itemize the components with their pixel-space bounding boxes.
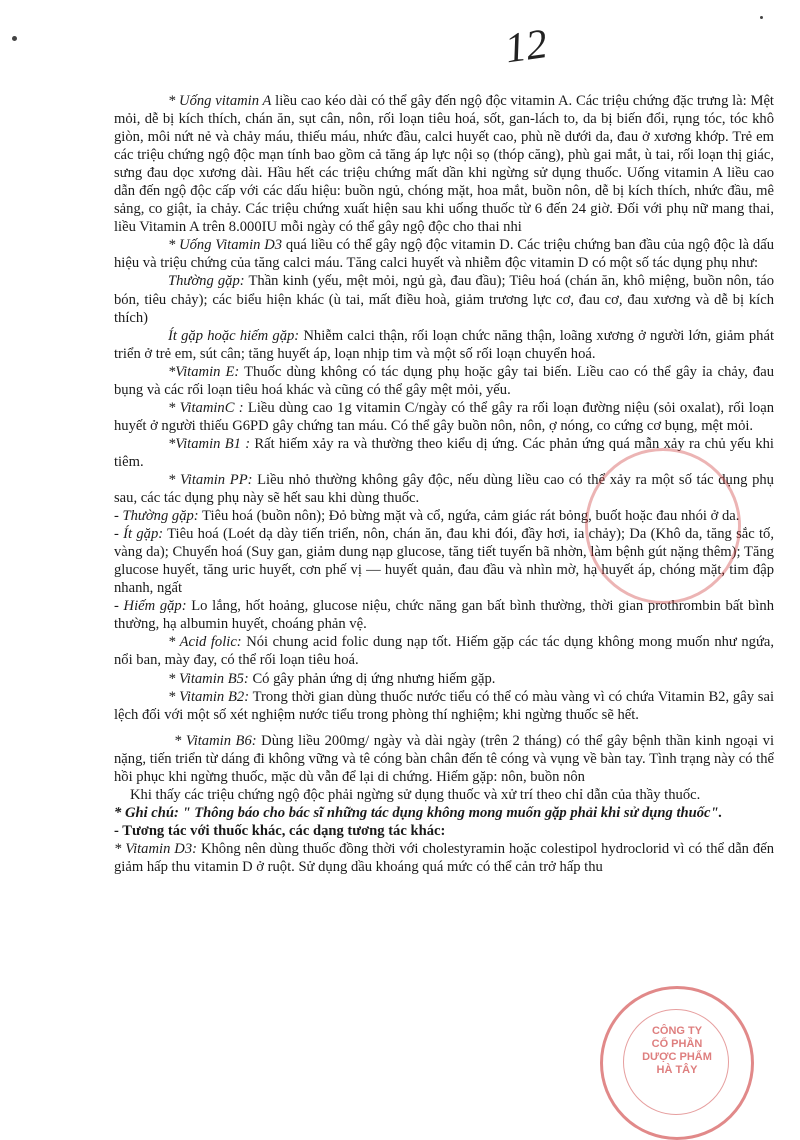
paragraph-rare-effects — [114, 327, 774, 363]
paragraph-pp-rare — [114, 597, 774, 633]
label: * Acid folic: — [168, 634, 242, 651]
label: * VitaminC : — [168, 399, 244, 416]
section-heading: - Tương tác với thuốc khác, các dạng tương tác khác: — [114, 822, 446, 839]
text: Tiêu hoá (Loét dạ dày tiến triển, nôn, chán ăn, đau khi đói, đầy hơi, ỉa chảy); Da (Khô da, tăng sắc tố, vàng da); Chuyển hoá (Suy gan, giảm dung nạp glucose, tăng tiết tuyến bã nhờn, làm bệnh gút nặng thêm); Tăng glucose huyết, tăng uric huyết, cơn phế vị — huyết quản, đau đầu và nhìn mờ, hạ huyết áp, chóng mặt, tim đập nhanh, ngất — [114, 526, 774, 597]
paragraph-vitamin-d3 — [114, 236, 774, 272]
paragraph-vitamin-b6 — [114, 732, 774, 786]
paragraph-vitamin-b5 — [114, 670, 774, 688]
label: - Ít gặp: — [114, 526, 164, 543]
label: - Thường gặp: — [114, 508, 199, 525]
text: Không nên dùng thuốc đồng thời với cholestyramin hoặc colestipol hydroclorid vì có thể dẫn đến giảm hấp thu vitamin D ở ruột. Sử dụng dầu khoáng quá mức có thể cản trở hấp thu — [114, 840, 774, 875]
text: Lo lắng, hốt hoảng, glucose niệu, chức năng gan bất bình thường, thời gian prothrombin bất bình thường, hạ albumin huyết, choáng phản vệ. — [114, 598, 774, 633]
label: * Vitamin B5: — [168, 670, 249, 687]
text: Có gây phản ứng dị ứng nhưng hiếm gặp. — [248, 670, 496, 687]
paragraph-vitamin-pp — [114, 471, 774, 507]
text: Khi thấy các triệu chứng ngộ độc phải ngừng sử dụng thuốc và xử trí theo chỉ dẫn của thầy thuốc. — [130, 786, 701, 803]
paragraph-vitamin-e — [114, 363, 774, 399]
text: Tiêu hoá (buồn nôn); Đỏ bừng mặt và cổ, ngứa, cảm giác rát bỏng, buốt hoặc đau nhói ở da. — [198, 508, 740, 525]
stamp-inner-ring — [623, 1009, 729, 1115]
label: Ít gặp hoặc hiếm gặp: — [168, 327, 300, 344]
label: * Uống Vitamin D3 — [168, 237, 283, 254]
spacer — [114, 724, 774, 732]
note: * Ghi chú: " Thông báo cho bác sĩ những tác dụng không mong muốn gặp phải khi sử dụng thuốc". — [114, 804, 723, 821]
paragraph-common-effects — [114, 272, 774, 326]
paragraph-vitamin-a — [114, 92, 774, 236]
stamp-line-3: DƯỢC PHẨM — [642, 1051, 712, 1063]
label: *Vitamin B1 : — [168, 435, 251, 452]
stamp-line-1: CÔNG TY — [651, 1025, 703, 1037]
page-number: 12 — [502, 21, 551, 73]
stamp-line-2: CỔ PHẦN — [651, 1038, 703, 1050]
text: Thần kinh (yếu, mệt mỏi, ngủ gà, đau đầu); Tiêu hoá (chán ăn, khô miệng, buồn nôn, táo bón, tiêu chảy); các biểu hiện khác (ù tai, mất điều hoà, giảm trương lực cơ, đau cơ, đau xương và dễ bị kích thích) — [114, 273, 774, 326]
text: Trong thời gian dùng thuốc nước tiểu có thể có màu vàng vì có chứa Vitamin B2, gây sai lệch đối với một số xét nghiệm nước tiểu trong phòng thí nghiệm; khi ngừng thuốc sẽ hết. — [114, 688, 774, 723]
document-body — [114, 92, 774, 876]
label: * Vitamin D3: — [114, 840, 198, 857]
text: quá liều có thể gây ngộ độc vitamin D. Các triệu chứng ban đầu của ngộ độc là dấu hiệu và triệu chứng của tăng calci máu. Tăng calci huyết và nhiễm độc vitamin D có một số tác dụng phụ như: — [114, 237, 774, 272]
text: liều cao kéo dài có thể gây đến ngộ độc vitamin A. Các triệu chứng đặc trưng là: Mệt mỏi, dễ bị kích thích, chán ăn, sụt cân, nôn, rối loạn tiêu hoá, sốt, gan-lách to, da bị biến đổi, rụng tóc, tóc khô giòn, môi nứt nẻ và chảy máu, thiếu máu, nhức đầu, calci huyết cao, phù nề dưới da, đau ở xương khớp. Trẻ em các triệu chứng ngộ độc mạn tính bao gồm cả tăng áp lực nội sọ (thóp căng), phù gai mắt, ù tai, rối loạn thị giác, sưng đau dọc xương dài. Hầu hết các triệu chứng mất dần khi ngừng sử dụng thuốc. Uống vitamin A liều cao dẫn đến ngộ độc cấp với các dấu hiệu: buồn ngủ, chóng mặt, hoa mắt, buồn nôn, dễ bị kích thích, nhức đầu, mê sảng, co giật, ỉa chảy. Các triệu chứng xuất hiện sau khi uống thuốc từ 6 đến 24 giờ. Đối với phụ nữ mang thai, liều Vitamin A trên 8.000IU mỗi ngày có thể gây ngộ độc cho thai nhi — [114, 93, 774, 236]
stamp-text — [627, 1025, 727, 1077]
scan-speck — [12, 36, 17, 41]
label: * Vitamin B2: — [168, 688, 250, 705]
stamp-line-4: HÀ TÂY — [656, 1064, 698, 1076]
paragraph-pp-uncommon — [114, 525, 774, 597]
paragraph-vitamin-c — [114, 399, 774, 435]
text: Dùng liều 200mg/ ngày và dài ngày (trên 2 tháng) có thể gây bệnh thần kinh ngoại vi nặng, tiến triển từ dáng đi không vững và tê cóng bàn chân đến tê cóng và vụng về bàn tay. Tình trạng này có thể hồi phục khi ngừng thuốc, mặc dù vẫn để lại di chứng. Hiếm gặp: nôn, buồn nôn — [114, 732, 774, 785]
text: Liều nhỏ thường không gây độc, nếu dùng liều cao có thể xảy ra một số tác dụng phụ sau, các tác dụng phụ này sẽ hết sau khi dùng thuốc. — [114, 471, 774, 507]
text: Nói chung acid folic dung nạp tốt. Hiếm gặp các tác dụng không mong muốn như ngứa, nổi ban, mày đay, có thể rối loạn tiêu hoá. — [114, 634, 774, 669]
paragraph-interaction-d3 — [114, 840, 774, 876]
text: Liều dùng cao 1g vitamin C/ngày có thể gây ra rối loạn đường niệu (sỏi oxalat), rối loạn huyết ở người thiếu G6PD gây chứng tan máu. Có thể gây buồn nôn, nôn, ợ nóng, co cứng cơ bụng, mệt mỏi. — [114, 399, 774, 434]
paragraph-overdose-advice — [114, 786, 774, 804]
label: * Vitamin PP: — [168, 471, 253, 488]
company-stamp — [600, 986, 754, 1140]
label: *Vitamin E: — [168, 363, 240, 380]
text: Nhiễm calci thận, rối loạn chức năng thận, loãng xương ở người lớn, giảm phát triển ở trẻ em, sút cân; tăng huyết áp, loạn nhịp tim và một số rối loạn chuyển hoá. — [114, 327, 775, 362]
label: * Uống vitamin A — [168, 93, 272, 109]
label: * Vitamin B6: — [174, 732, 257, 749]
label: Thường gặp: — [168, 273, 245, 290]
scan-speck — [760, 16, 763, 19]
label: - Hiếm gặp: — [114, 598, 187, 615]
paragraph-vitamin-b1 — [114, 435, 774, 471]
paragraph-pp-common — [114, 507, 774, 525]
paragraph-vitamin-b2 — [114, 688, 774, 724]
paragraph-folic-acid — [114, 633, 774, 669]
text: Rất hiếm xảy ra và thường theo kiểu dị ứng. Các phản ứng quá mẫn xảy ra chủ yếu khi tiêm. — [114, 435, 774, 470]
text: Thuốc dùng không có tác dụng phụ hoặc gây tai biến. Liều cao có thể gây ỉa chảy, đau bụng và các rối loạn tiêu hoá khác và cũng có thể gây mệt mỏi, yếu. — [114, 363, 774, 398]
